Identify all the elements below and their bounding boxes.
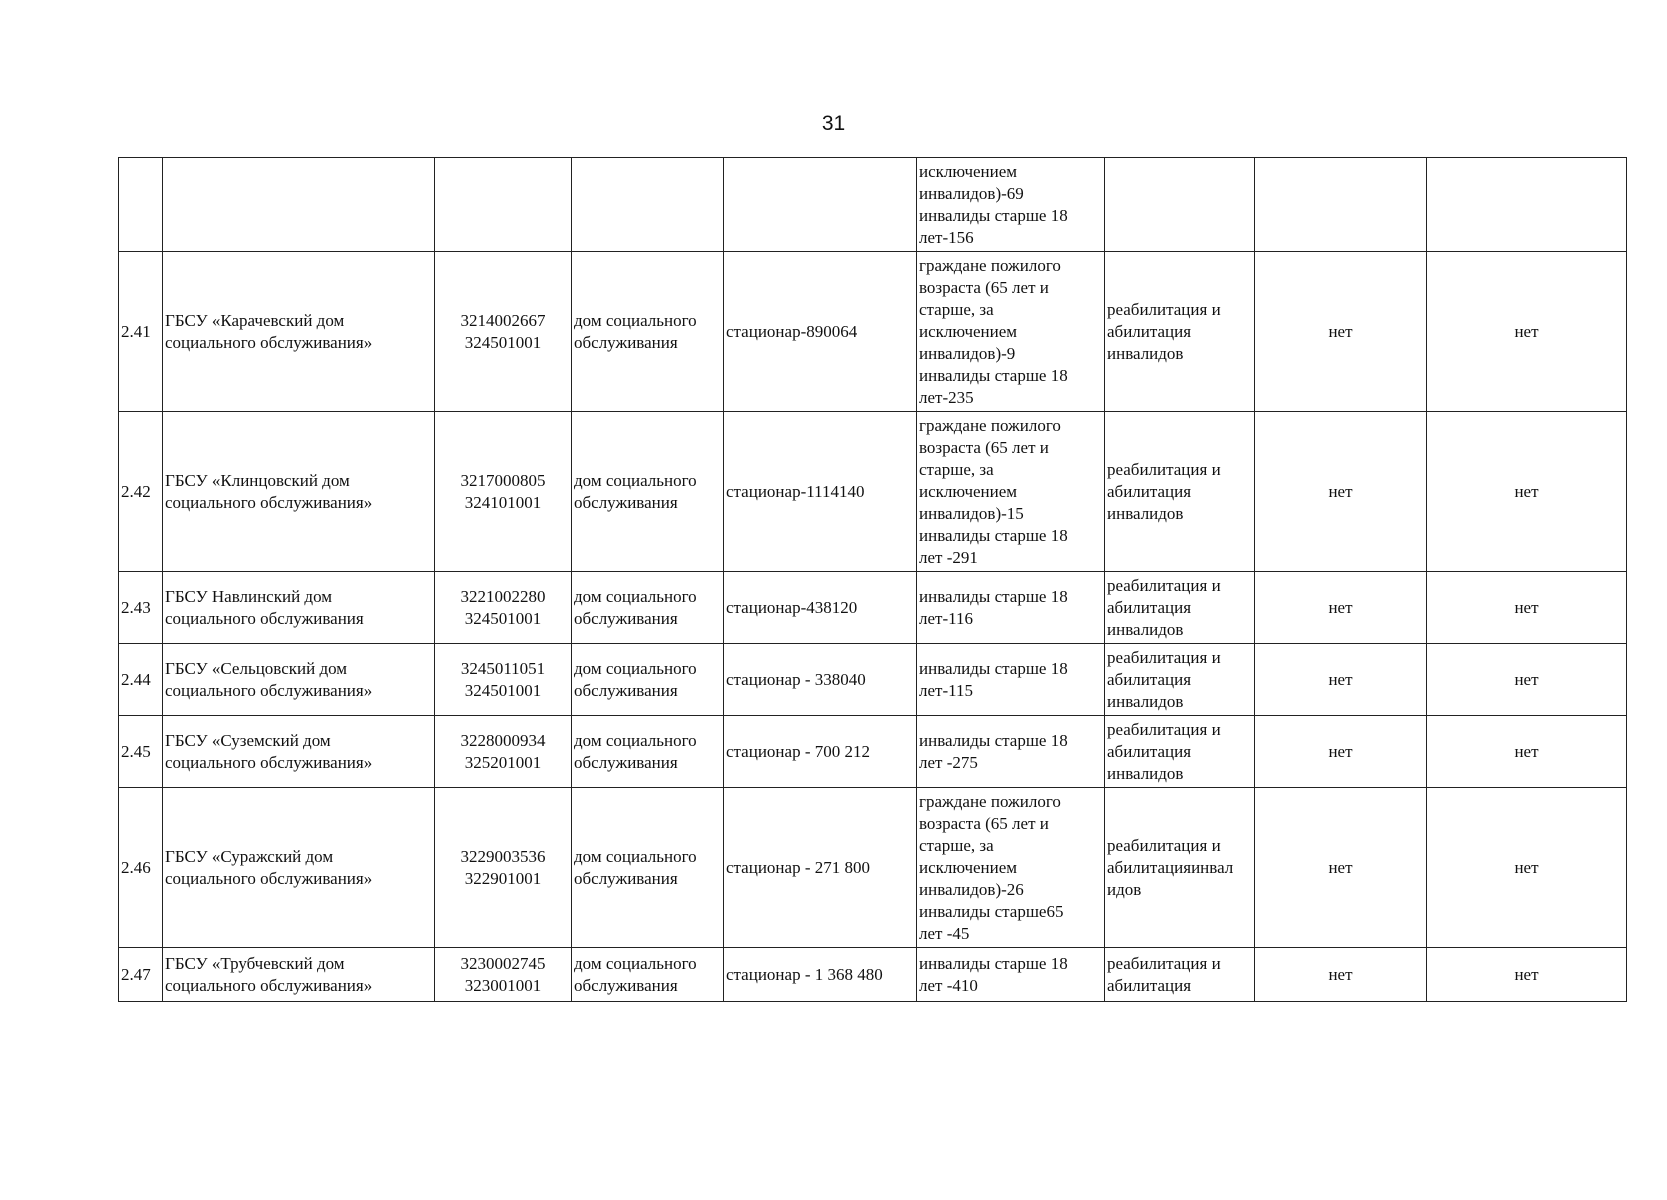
cell-col8: нет xyxy=(1255,716,1427,788)
category-line: инвалиды старше 18 xyxy=(919,205,1068,225)
cell-type xyxy=(572,572,724,644)
cell-service-line: идов xyxy=(1107,879,1142,899)
cell-inn xyxy=(435,158,572,252)
cell-category-line: лет -410 xyxy=(919,975,978,995)
cell-name-line: социального обслуживания» xyxy=(165,492,373,512)
cell-type-line: дом социального xyxy=(574,310,697,330)
table-row xyxy=(119,412,1627,572)
cell-inn xyxy=(435,572,572,644)
table-row xyxy=(119,572,1627,644)
cell-num: 2.45 xyxy=(119,716,163,788)
cell-category xyxy=(917,788,1105,948)
cell-service xyxy=(1105,716,1255,788)
cell-type-line: дом социального xyxy=(574,846,697,866)
page-number: 31 xyxy=(821,112,846,135)
cell-type-line: обслуживания xyxy=(574,608,678,628)
cell-col9: нет xyxy=(1427,716,1627,788)
cell-type-line: обслуживания xyxy=(574,680,678,700)
cell-category-line: возраста (65 лет и xyxy=(919,277,1049,297)
cell-inn-line: 324501001 xyxy=(464,680,542,700)
cell-service-line: абилитация xyxy=(1107,481,1192,501)
cell-inn-line: 3228000934 xyxy=(460,730,546,750)
cell-name xyxy=(163,252,435,412)
cell-col8: нет xyxy=(1255,572,1427,644)
cell-category xyxy=(917,412,1105,572)
cell-type xyxy=(572,158,724,252)
cell-inn-line: 323001001 xyxy=(464,975,542,995)
cell-name-line: социального обслуживания» xyxy=(165,752,373,772)
cell-category-line: инвалидов)-9 xyxy=(919,343,1016,363)
cell-service-line: абилитация xyxy=(1107,741,1192,761)
cell-type xyxy=(572,412,724,572)
cell-service xyxy=(1105,948,1255,1002)
cell-type-line: дом социального xyxy=(574,730,697,750)
table-row xyxy=(119,948,1627,1002)
cell-type xyxy=(572,644,724,716)
cell-name-line: ГБСУ «Сельцовский дом xyxy=(165,658,348,678)
cell-inn-line: 3229003536 xyxy=(460,846,546,866)
cell-category xyxy=(917,948,1105,1002)
cell-service-line: реабилитация и xyxy=(1107,953,1221,973)
cell-category-line: лет-115 xyxy=(919,680,973,700)
cell-service-line: инвалидов xyxy=(1107,619,1184,639)
cell-num: 2.44 xyxy=(119,644,163,716)
cell-capacity: стационар-1114140 xyxy=(724,412,917,572)
cell-capacity: стационар - 1 368 480 xyxy=(724,948,917,1002)
table-row xyxy=(119,788,1627,948)
cell-col8: нет xyxy=(1255,252,1427,412)
cell-inn xyxy=(435,412,572,572)
cell-inn-line: 3217000805 xyxy=(460,470,546,490)
cell-category xyxy=(917,158,1105,252)
cell-category xyxy=(917,644,1105,716)
cell-col8 xyxy=(1255,158,1427,252)
cell-type-line: дом социального xyxy=(574,658,697,678)
cell-name xyxy=(163,158,435,252)
cell-category-line: возраста (65 лет и xyxy=(919,813,1049,833)
cell-name-line: ГБСУ «Трубчевский дом xyxy=(165,953,345,973)
cell-type-line: дом социального xyxy=(574,586,697,606)
cell-capacity: стационар-890064 xyxy=(724,252,917,412)
cell-category-line: возраста (65 лет и xyxy=(919,437,1049,457)
cell-col9 xyxy=(1427,158,1627,252)
cell-inn-line: 3221002280 xyxy=(460,586,546,606)
cell-capacity: стационар-438120 xyxy=(724,572,917,644)
cell-service-line: реабилитация и xyxy=(1107,299,1221,319)
cell-capacity xyxy=(724,158,917,252)
cell-service xyxy=(1105,788,1255,948)
cell-col8: нет xyxy=(1255,948,1427,1002)
category-line: исключением xyxy=(919,161,1018,181)
cell-type xyxy=(572,716,724,788)
cell-num xyxy=(119,158,163,252)
cell-inn-line: 322901001 xyxy=(464,868,542,888)
cell-inn xyxy=(435,716,572,788)
cell-name-line: ГБСУ «Суземский дом xyxy=(165,730,331,750)
cell-num: 2.42 xyxy=(119,412,163,572)
cell-col9: нет xyxy=(1427,252,1627,412)
cell-name-line: ГБСУ «Карачевский дом xyxy=(165,310,345,330)
cell-service-line: инвалидов xyxy=(1107,343,1184,363)
cell-type-line: обслуживания xyxy=(574,492,678,512)
cell-num: 2.41 xyxy=(119,252,163,412)
cell-inn-line: 324501001 xyxy=(464,332,542,352)
cell-capacity: стационар - 338040 xyxy=(724,644,917,716)
cell-name-line: социального обслуживания» xyxy=(165,975,373,995)
cell-type-line: обслуживания xyxy=(574,868,678,888)
cell-service-line: реабилитация и xyxy=(1107,835,1221,855)
cell-category-line: инвалиды старше65 xyxy=(919,901,1064,921)
cell-category-line: инвалидов)-15 xyxy=(919,503,1024,523)
cell-inn-line: 324501001 xyxy=(464,608,542,628)
cell-category-line: инвалиды старше 18 xyxy=(919,365,1068,385)
cell-service xyxy=(1105,252,1255,412)
cell-category-line: лет -275 xyxy=(919,752,978,772)
cell-capacity: стационар - 700 212 xyxy=(724,716,917,788)
cell-category-line: старше, за xyxy=(919,299,994,319)
cell-category-line: инвалиды старше 18 xyxy=(919,658,1068,678)
cell-category-line: граждане пожилого xyxy=(919,255,1061,275)
cell-name xyxy=(163,948,435,1002)
cell-service xyxy=(1105,412,1255,572)
cell-name xyxy=(163,644,435,716)
cell-num: 2.46 xyxy=(119,788,163,948)
cell-service-line: реабилитация и xyxy=(1107,647,1221,667)
cell-type-line: обслуживания xyxy=(574,332,678,352)
cell-service-line: инвалидов xyxy=(1107,691,1184,711)
cell-name-line: социального обслуживания» xyxy=(165,332,373,352)
cell-name-line: ГБСУ Навлинский дом xyxy=(165,586,333,606)
cell-inn-line: 3245011051 xyxy=(460,658,546,678)
cell-name xyxy=(163,716,435,788)
cell-type xyxy=(572,252,724,412)
cell-type xyxy=(572,788,724,948)
cell-capacity: стационар - 271 800 xyxy=(724,788,917,948)
cell-category-line: старше, за xyxy=(919,835,994,855)
cell-col8: нет xyxy=(1255,644,1427,716)
cell-inn-line: 324101001 xyxy=(464,492,542,512)
cell-col9: нет xyxy=(1427,572,1627,644)
cell-category-line: лет -291 xyxy=(919,547,978,567)
institutions-table xyxy=(118,157,1627,1002)
cell-category-line: исключением xyxy=(919,321,1018,341)
category-line: инвалидов)-69 xyxy=(919,183,1024,203)
cell-inn-line: 3230002745 xyxy=(460,953,546,973)
cell-service-line: реабилитация и xyxy=(1107,459,1221,479)
cell-category-line: лет-116 xyxy=(919,608,973,628)
cell-category xyxy=(917,252,1105,412)
cell-inn-line: 3214002667 xyxy=(460,310,546,330)
cell-name xyxy=(163,412,435,572)
cell-category-line: граждане пожилого xyxy=(919,415,1061,435)
cell-service xyxy=(1105,644,1255,716)
cell-col9: нет xyxy=(1427,644,1627,716)
cell-category xyxy=(917,716,1105,788)
cell-service-line: абилитация xyxy=(1107,597,1192,617)
cell-name-line: ГБСУ «Суражский дом xyxy=(165,846,334,866)
continuation-row xyxy=(119,158,1627,252)
cell-col8: нет xyxy=(1255,412,1427,572)
cell-type xyxy=(572,948,724,1002)
cell-service-line: абилитация xyxy=(1107,975,1192,995)
cell-type-line: обслуживания xyxy=(574,752,678,772)
cell-name xyxy=(163,572,435,644)
cell-category-line: лет -45 xyxy=(919,923,970,943)
cell-category-line: исключением xyxy=(919,481,1018,501)
cell-service-line: реабилитация и xyxy=(1107,719,1221,739)
cell-inn xyxy=(435,644,572,716)
cell-name-line: ГБСУ «Клинцовский дом xyxy=(165,470,350,490)
cell-category-line: граждане пожилого xyxy=(919,791,1061,811)
category-line: лет-156 xyxy=(919,227,974,247)
table-row xyxy=(119,644,1627,716)
cell-category-line: инвалидов)-26 xyxy=(919,879,1024,899)
cell-inn-line: 325201001 xyxy=(464,752,542,772)
cell-name-line: социального обслуживания xyxy=(165,608,364,628)
cell-type-line: дом социального xyxy=(574,953,697,973)
cell-category xyxy=(917,572,1105,644)
cell-service-line: инвалидов xyxy=(1107,503,1184,523)
cell-col9: нет xyxy=(1427,412,1627,572)
cell-inn xyxy=(435,948,572,1002)
cell-service-line: абилитацияинвал xyxy=(1107,857,1234,877)
cell-inn xyxy=(435,788,572,948)
cell-category-line: старше, за xyxy=(919,459,994,479)
cell-service-line: инвалидов xyxy=(1107,763,1184,783)
cell-num: 2.43 xyxy=(119,572,163,644)
cell-name-line: социального обслуживания» xyxy=(165,680,373,700)
cell-col8: нет xyxy=(1255,788,1427,948)
cell-category-line: лет-235 xyxy=(919,387,974,407)
cell-category-line: инвалиды старше 18 xyxy=(919,953,1068,973)
cell-service xyxy=(1105,572,1255,644)
cell-category-line: инвалиды старше 18 xyxy=(919,730,1068,750)
cell-service xyxy=(1105,158,1255,252)
cell-service-line: реабилитация и xyxy=(1107,575,1221,595)
cell-type-line: дом социального xyxy=(574,470,697,490)
cell-inn xyxy=(435,252,572,412)
cell-num: 2.47 xyxy=(119,948,163,1002)
cell-category-line: инвалиды старше 18 xyxy=(919,586,1068,606)
cell-col9: нет xyxy=(1427,948,1627,1002)
table-row xyxy=(119,252,1627,412)
cell-category-line: инвалиды старше 18 xyxy=(919,525,1068,545)
cell-type-line: обслуживания xyxy=(574,975,678,995)
cell-name xyxy=(163,788,435,948)
cell-col9: нет xyxy=(1427,788,1627,948)
cell-name-line: социального обслуживания» xyxy=(165,868,373,888)
cell-category-line: исключением xyxy=(919,857,1018,877)
table-row xyxy=(119,716,1627,788)
cell-service-line: абилитация xyxy=(1107,669,1192,689)
cell-service-line: абилитация xyxy=(1107,321,1192,341)
